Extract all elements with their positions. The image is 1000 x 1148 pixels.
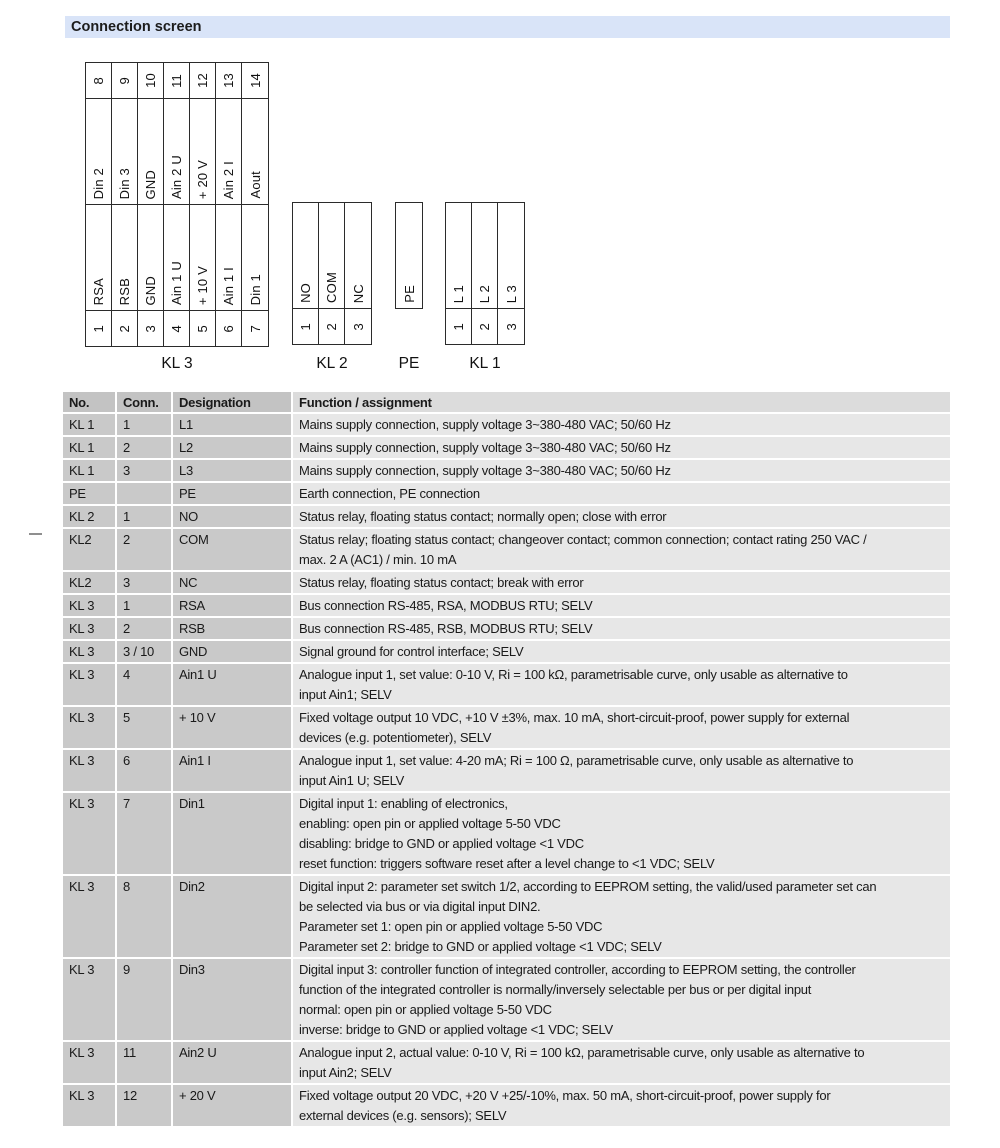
table-row [63,876,950,957]
cell-designation: L1 [173,414,291,435]
function-line: max. 2 A (AC1) / min. 10 mA [299,552,457,567]
cell-conn: 5 [117,707,171,748]
terminal-row [293,203,371,309]
function-line: Earth connection, PE connection [299,486,480,501]
terminal-cell [190,311,216,346]
cell-designation: + 20 V [173,1085,291,1126]
cell-designation: Din3 [173,959,291,1040]
cell-designation: NO [173,506,291,527]
column-header-no: No. [63,392,115,412]
cell-designation: Ain1 U [173,664,291,705]
terminal-number: 13 [221,73,236,88]
cell-no: KL 3 [63,641,115,662]
function-line: devices (e.g. potentiometer), SELV [299,730,492,745]
terminal-cell [472,203,498,308]
terminal-number: 2 [324,322,339,331]
terminal-cell [164,63,190,98]
table-row [63,641,950,662]
function-line: inverse: bridge to GND or applied voltage <1 VDC; SELV [299,1022,613,1037]
terminal-block-caption-kl2: KL 2 [316,355,348,372]
terminal-number: 2 [117,324,132,333]
function-line: Mains supply connection, supply voltage 3~380-480 VAC; 50/60 Hz [299,440,671,455]
terminal-block-caption-kl1: KL 1 [469,355,501,372]
terminal-cell [446,203,472,308]
terminal-cell [86,205,112,310]
terminal-label: NO [298,283,313,303]
terminal-cell [112,63,138,98]
cell-no: KL 1 [63,460,115,481]
table-row [63,707,950,748]
terminal-cell [112,205,138,310]
terminal-label: PE [401,285,417,303]
column-header-designation: Designation [173,392,291,412]
terminal-block-kl2 [292,202,372,345]
terminal-label: GND [143,275,158,305]
terminal-label: L 1 [451,284,466,303]
cell-function [293,876,950,957]
terminal-block-pe [395,202,423,309]
terminal-block-kl3 [85,62,269,347]
cell-conn [117,483,171,504]
cell-designation: GND [173,641,291,662]
cell-function [293,959,950,1040]
function-line: enabling: open pin or applied voltage 5-50 VDC [299,816,561,831]
function-line: Status relay, floating status contact; normally open; close with error [299,509,667,524]
terminal-number: 9 [117,76,132,85]
terminal-cell [345,309,371,344]
cell-no: KL 3 [63,876,115,957]
terminal-cell [293,203,319,308]
function-line: Mains supply connection, supply voltage 3~380-480 VAC; 50/60 Hz [299,463,671,478]
terminal-cell [345,203,371,308]
terminal-row [86,205,268,311]
terminal-label: Din 2 [91,167,106,199]
terminal-label: NC [350,283,366,303]
connection-table [63,392,950,1126]
terminal-number: 4 [169,324,184,333]
cell-conn: 1 [117,414,171,435]
terminal-label: Din 3 [117,167,132,199]
table-row [63,1042,950,1083]
function-line: Parameter set 2: bridge to GND or applied voltage <1 VDC; SELV [299,939,662,954]
terminal-cell [498,203,524,308]
function-line: Analogue input 1, set value: 4-20 mA; Ri = 100 Ω, parametrisable curve, only usable as alternative to [299,753,854,768]
table-row [63,595,950,616]
terminal-cell [86,311,112,346]
table-row [63,506,950,527]
terminal-cell [216,205,242,310]
terminal-number: 11 [169,73,184,88]
terminal-cell [396,203,422,308]
cell-no: KL2 [63,572,115,593]
cell-no: KL 3 [63,664,115,705]
cell-no: KL 1 [63,437,115,458]
terminal-cell [498,309,524,344]
function-line: Parameter set 1: open pin or applied voltage 5-50 VDC [299,919,603,934]
terminal-diagram [65,38,950,392]
cell-no: KL2 [63,529,115,570]
table-row [63,793,950,874]
terminal-label: Ain 1 U [169,260,184,305]
table-row [63,437,950,458]
cell-designation: NC [173,572,291,593]
terminal-label: Ain 2 I [221,160,236,199]
terminal-cell [190,99,216,204]
table-row [63,483,950,504]
terminal-number: 10 [143,73,158,88]
function-line: Digital input 1: enabling of electronics, [299,796,508,811]
function-line: input Ain1 U; SELV [299,773,405,788]
terminal-label: COM [324,272,339,303]
terminal-number: 3 [350,322,366,331]
terminal-cell [138,99,164,204]
column-header-conn: Conn. [117,392,171,412]
function-line: Digital input 3: controller function of integrated controller, according to EEPROM setting, the controller [299,962,856,977]
terminal-number: 1 [91,324,106,333]
terminal-cell [164,99,190,204]
cell-conn: 3 / 10 [117,641,171,662]
terminal-row [86,63,268,99]
terminal-cell [138,311,164,346]
terminal-cell [138,63,164,98]
table-row [63,750,950,791]
function-line: Mains supply connection, supply voltage 3~380-480 VAC; 50/60 Hz [299,417,671,432]
terminal-number: 2 [477,322,492,331]
column-header-function: Function / assignment [293,392,950,412]
function-line: disabling: bridge to GND or applied voltage <1 VDC [299,836,584,851]
terminal-cell [86,99,112,204]
page-title: Connection screen [65,16,950,38]
terminal-row [446,203,524,309]
terminal-number: 7 [247,324,263,333]
function-line: reset function: triggers software reset after a level change to <1 VDC; SELV [299,856,715,871]
table-row [63,529,950,570]
terminal-cell [216,99,242,204]
cell-conn: 6 [117,750,171,791]
table-row [63,460,950,481]
function-line: input Ain1; SELV [299,687,392,702]
cell-no: KL 3 [63,1085,115,1126]
terminal-row [86,99,268,205]
terminal-cell [138,205,164,310]
terminal-cell [242,205,268,310]
cell-designation: Ain2 U [173,1042,291,1083]
terminal-cell [164,205,190,310]
cell-conn: 3 [117,460,171,481]
terminal-label: GND [143,169,158,199]
terminal-number: 6 [221,324,236,333]
cell-conn: 9 [117,959,171,1040]
terminal-label: Din 1 [247,273,263,305]
function-line: Analogue input 1, set value: 0-10 V, Ri = 100 kΩ, parametrisable curve, only usable as alternative to [299,667,848,682]
terminal-label: RSA [91,277,106,305]
function-line: Fixed voltage output 20 VDC, +20 V +25/-10%, max. 50 mA, short-circuit-proof, power supply for [299,1088,831,1103]
terminal-cell [293,309,319,344]
cell-function [293,595,950,616]
terminal-row [396,203,422,308]
function-line: Digital input 2: parameter set switch 1/2, according to EEPROM setting, the valid/used parameter set can [299,879,877,894]
cell-function [293,506,950,527]
cell-conn: 1 [117,506,171,527]
function-line: Bus connection RS-485, RSA, MODBUS RTU; SELV [299,598,593,613]
table-row [63,572,950,593]
terminal-cell [446,309,472,344]
terminal-cell [242,99,268,204]
terminal-block-kl1 [445,202,525,345]
cell-function [293,664,950,705]
cell-no: KL 3 [63,595,115,616]
terminal-label: RSB [117,277,132,305]
terminal-cell [86,63,112,98]
function-line: Bus connection RS-485, RSB, MODBUS RTU; SELV [299,621,593,636]
terminal-block-caption-pe: PE [398,355,420,372]
terminal-cell [472,309,498,344]
cell-conn: 3 [117,572,171,593]
cell-designation: Din2 [173,876,291,957]
cell-no: KL 1 [63,414,115,435]
cell-conn: 4 [117,664,171,705]
cell-conn: 2 [117,529,171,570]
terminal-label: Ain 1 I [221,266,236,305]
terminal-cell [242,63,268,98]
function-line: Signal ground for control interface; SELV [299,644,524,659]
cell-conn: 1 [117,595,171,616]
cell-function [293,707,950,748]
cell-conn: 2 [117,618,171,639]
terminal-cell [319,309,345,344]
function-line: Status relay, floating status contact; break with error [299,575,584,590]
terminal-cell [216,63,242,98]
terminal-cell [112,99,138,204]
cell-function [293,641,950,662]
cell-designation: L3 [173,460,291,481]
terminal-number: 12 [195,73,210,88]
function-line: function of the integrated controller is normally/inversely selectable per bus or per digital input [299,982,812,997]
terminal-cell [164,311,190,346]
cell-conn: 8 [117,876,171,957]
function-line: Status relay; floating status contact; changeover contact; common connection; contact rating 250 VAC / [299,532,867,547]
cell-no: KL 3 [63,1042,115,1083]
terminal-label: Aout [247,171,263,199]
terminal-number: 5 [195,324,210,333]
cell-function [293,483,950,504]
terminal-label: L 2 [477,284,492,303]
function-line: input Ain2; SELV [299,1065,392,1080]
function-line: be selected via bus or via digital input DIN2. [299,899,541,914]
table-row [63,1085,950,1126]
terminal-cell [190,63,216,98]
cell-designation: + 10 V [173,707,291,748]
cell-no: KL 2 [63,506,115,527]
terminal-cell [216,311,242,346]
cell-designation: RSA [173,595,291,616]
cell-designation: L2 [173,437,291,458]
cell-function [293,529,950,570]
terminal-label: Ain 2 U [169,154,184,199]
terminal-number: 8 [91,76,106,85]
cell-no: KL 3 [63,707,115,748]
cell-conn: 11 [117,1042,171,1083]
terminal-number: 1 [451,322,466,331]
cell-function [293,750,950,791]
terminal-number: 3 [503,322,519,331]
cell-function [293,618,950,639]
terminal-label: + 20 V [195,159,210,199]
function-line: external devices (e.g. sensors); SELV [299,1108,507,1123]
terminal-cell [242,311,268,346]
table-row [63,664,950,705]
margin-dash-icon [29,533,42,535]
cell-function [293,1042,950,1083]
table-row [63,414,950,435]
cell-function [293,437,950,458]
cell-function [293,793,950,874]
cell-conn: 7 [117,793,171,874]
function-line: Fixed voltage output 10 VDC, +10 V ±3%, max. 10 mA, short-circuit-proof, power supply for external [299,710,850,725]
table-row [63,618,950,639]
table-header-row [63,392,950,412]
cell-designation: Din1 [173,793,291,874]
cell-designation: RSB [173,618,291,639]
function-line: Analogue input 2, actual value: 0-10 V, Ri = 100 kΩ, parametrisable curve, only usable as alternative to [299,1045,865,1060]
terminal-cell [319,203,345,308]
cell-designation: PE [173,483,291,504]
terminal-number: 3 [143,324,158,333]
terminal-number: 1 [298,322,313,331]
cell-no: KL 3 [63,959,115,1040]
terminal-row [446,309,524,344]
terminal-row [86,311,268,346]
terminal-cell [112,311,138,346]
cell-no: PE [63,483,115,504]
cell-function [293,460,950,481]
table-row [63,959,950,1040]
terminal-row [293,309,371,344]
cell-function [293,414,950,435]
cell-conn: 2 [117,437,171,458]
cell-no: KL 3 [63,750,115,791]
cell-conn: 12 [117,1085,171,1126]
terminal-cell [190,205,216,310]
cell-designation: COM [173,529,291,570]
terminal-label: + 10 V [195,265,210,305]
function-line: normal: open pin or applied voltage 5-50 VDC [299,1002,552,1017]
cell-function [293,572,950,593]
terminal-label: L 3 [503,284,519,303]
cell-no: KL 3 [63,618,115,639]
cell-designation: Ain1 I [173,750,291,791]
cell-no: KL 3 [63,793,115,874]
cell-function [293,1085,950,1126]
terminal-number: 14 [247,73,263,88]
terminal-block-caption-kl3: KL 3 [161,355,193,372]
